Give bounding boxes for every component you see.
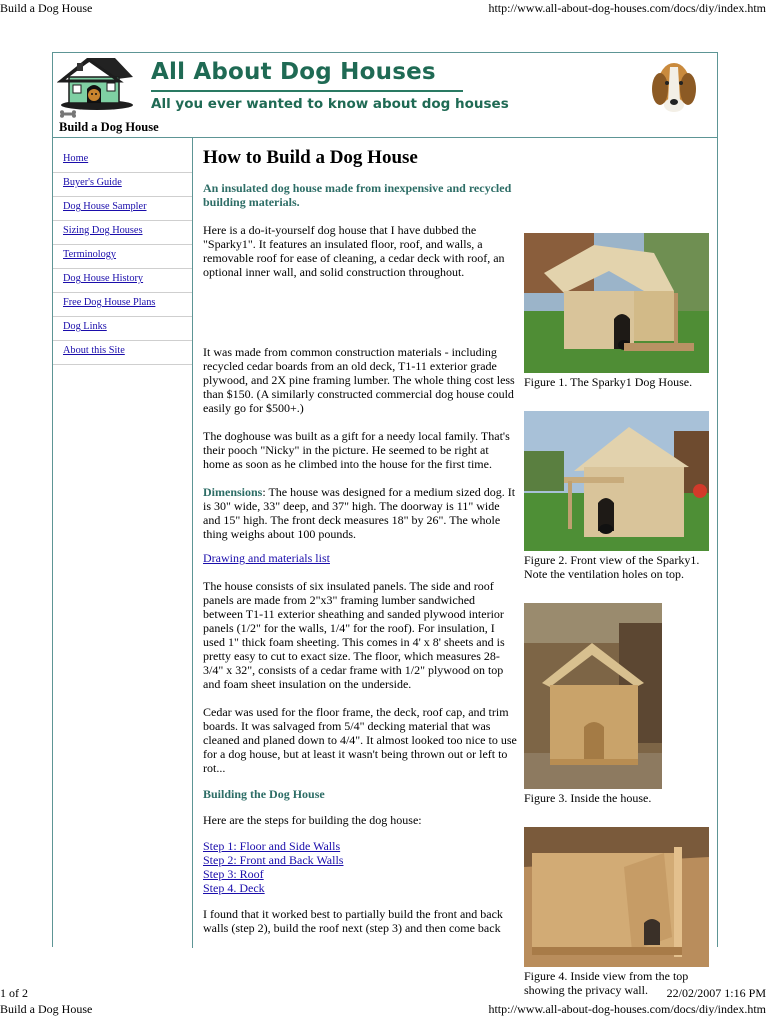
dog-house-logo-icon[interactable] <box>57 55 135 111</box>
paragraph-intro: Here is a do-it-yourself dog house that I have dubbed the "Sparky1". It features an insulated floor, roof, and walls, a removable roof for ease of cleaning, a cedar deck with roof, an optional inner wall, and solid construction throughout. <box>203 223 505 279</box>
section-heading: Building the Dog House <box>203 787 325 801</box>
figure-2 <box>524 411 714 581</box>
bone-icon <box>59 110 77 118</box>
lead-text: An insulated dog house made from inexpensive and recycled building materials. <box>203 181 512 209</box>
nav-link-home[interactable]: Home <box>63 153 89 164</box>
drawing-materials-link[interactable]: Drawing and materials list <box>203 551 330 565</box>
nav-link-dog-links[interactable]: Dog Links <box>63 321 107 332</box>
figure-3-photo <box>524 603 662 789</box>
site-subtitle: All you ever wanted to know about dog houses <box>151 96 509 112</box>
figure-2-caption: Figure 2. Front view of the Sparky1. Note the ventilation holes on top. <box>524 553 700 581</box>
site-banner <box>53 53 717 138</box>
figure-3 <box>524 603 714 805</box>
print-footer <box>0 984 768 1024</box>
nav-link-dog-house-sampler[interactable]: Dog House Sampler <box>63 201 147 212</box>
nav-link-dog-house-history[interactable]: Dog House History <box>63 273 144 284</box>
figure-1 <box>524 233 714 389</box>
sidebar-item-history <box>53 269 192 293</box>
dimensions-text: : The house was designed for a medium sized dog. It is 30" wide, 33" deep, and 37" high. The doorway is 11" wide and 15" high. The front deck measures 18" by 26". The whole thing weighs about 100 pounds. <box>203 485 516 541</box>
print-header-title: Build a Dog House <box>0 1 93 15</box>
materials-link-row <box>203 551 518 565</box>
print-header-url: http://www.all-about-dog-houses.com/docs/diy/index.htm <box>488 1 766 15</box>
sidebar-item-buyers-guide <box>53 173 192 197</box>
steps-intro: Here are the steps for building the dog house: <box>203 813 422 827</box>
figure-4 <box>524 827 714 997</box>
figure-4-photo <box>524 827 709 967</box>
breadcrumb: Build a Dog House <box>59 120 159 134</box>
nav-link-free-dog-house-plans[interactable]: Free Dog House Plans <box>63 297 156 308</box>
nav-link-terminology[interactable]: Terminology <box>63 249 117 260</box>
title-divider <box>151 90 463 92</box>
figure-4-caption: Figure 4. Inside view from the top showing the privacy wall. <box>524 969 689 997</box>
figure-2-photo <box>524 411 709 551</box>
paragraph-gift: The doghouse was built as a gift for a needy local family. That's their pooch "Nicky" in the picture. He seemed to be right at home as soon as he climbed into the house for the first time. <box>203 429 510 471</box>
page-frame <box>52 52 718 997</box>
print-datetime: 22/02/2007 1:16 PM <box>666 986 766 1000</box>
sidebar-item-dog-house-sampler <box>53 197 192 221</box>
sidebar-item-free-plans <box>53 293 192 317</box>
dimensions-label: Dimensions <box>203 485 263 499</box>
paragraph-dimensions <box>203 485 518 541</box>
sidebar-item-links <box>53 317 192 341</box>
figure-3-caption: Figure 3. Inside the house. <box>524 791 652 805</box>
print-header <box>0 0 768 16</box>
site-title[interactable]: All About Dog Houses <box>151 59 436 85</box>
step-4-link[interactable]: Step 4. Deck <box>203 881 265 895</box>
print-footer-url: http://www.all-about-dog-houses.com/docs/diy/index.htm <box>488 1002 766 1016</box>
nav-link-about-this-site[interactable]: About this Site <box>63 345 125 356</box>
nav-link-buyers-guide[interactable]: Buyer's Guide <box>63 177 122 188</box>
main-content <box>193 137 717 997</box>
sidebar-item-home <box>53 149 192 173</box>
step-3-link[interactable]: Step 3: Roof <box>203 867 264 881</box>
paragraph-materials: It was made from common construction materials - including recycled cedar boards from an old deck, T1-11 exterior grade plywood, and 2X pine framing lumber. The whole thing cost less than $150. (A similarly constructed commercial dog house could easily go for $500+.) <box>203 345 515 415</box>
nav-link-sizing-dog-houses[interactable]: Sizing Dog Houses <box>63 225 143 236</box>
paragraph-build-order: I found that it worked best to partially build the front and back walls (step 2), build the roof next (step 3) and then come back <box>203 907 503 935</box>
print-page-number: 1 of 2 <box>0 986 28 1000</box>
sidebar-item-terminology <box>53 245 192 269</box>
beagle-illustration-icon <box>646 55 702 119</box>
page-title: How to Build a Dog House <box>203 147 418 168</box>
sidebar-nav <box>53 137 193 948</box>
sidebar-item-sizing <box>53 221 192 245</box>
step-1-link[interactable]: Step 1: Floor and Side Walls <box>203 839 341 853</box>
steps-list <box>203 839 343 895</box>
step-2-link[interactable]: Step 2: Front and Back Walls <box>203 853 344 867</box>
paragraph-panels: The house consists of six insulated panels. The side and roof panels are made from 2"x3" framing lumber sandwiched between T1-11 exterior sheathing and sanded plywood interior panels (1/2" for the walls, 1/4" for the roof). For insulation, I used 1" thick foam sheeting. This comes in 4' x 8' sheets and is pretty easy to cut to exact size. The floor, which measures 28-3/4" x 32", consists of a cedar frame with 1/2" plywood on top and foam sheet insulation on the underside. <box>203 579 505 691</box>
figure-1-photo <box>524 233 709 373</box>
paragraph-cedar: Cedar was used for the floor frame, the deck, roof cap, and trim boards. It was salvaged from 5/4" decking material that was cleaned and planed down to 4/4". It almost looked too nice to use for a dog house, but at least it wasn't being thrown out or left to rot... <box>203 705 517 775</box>
print-footer-title: Build a Dog House <box>0 1002 93 1016</box>
sidebar-item-about <box>53 341 192 365</box>
figure-1-caption: Figure 1. The Sparky1 Dog House. <box>524 375 693 389</box>
